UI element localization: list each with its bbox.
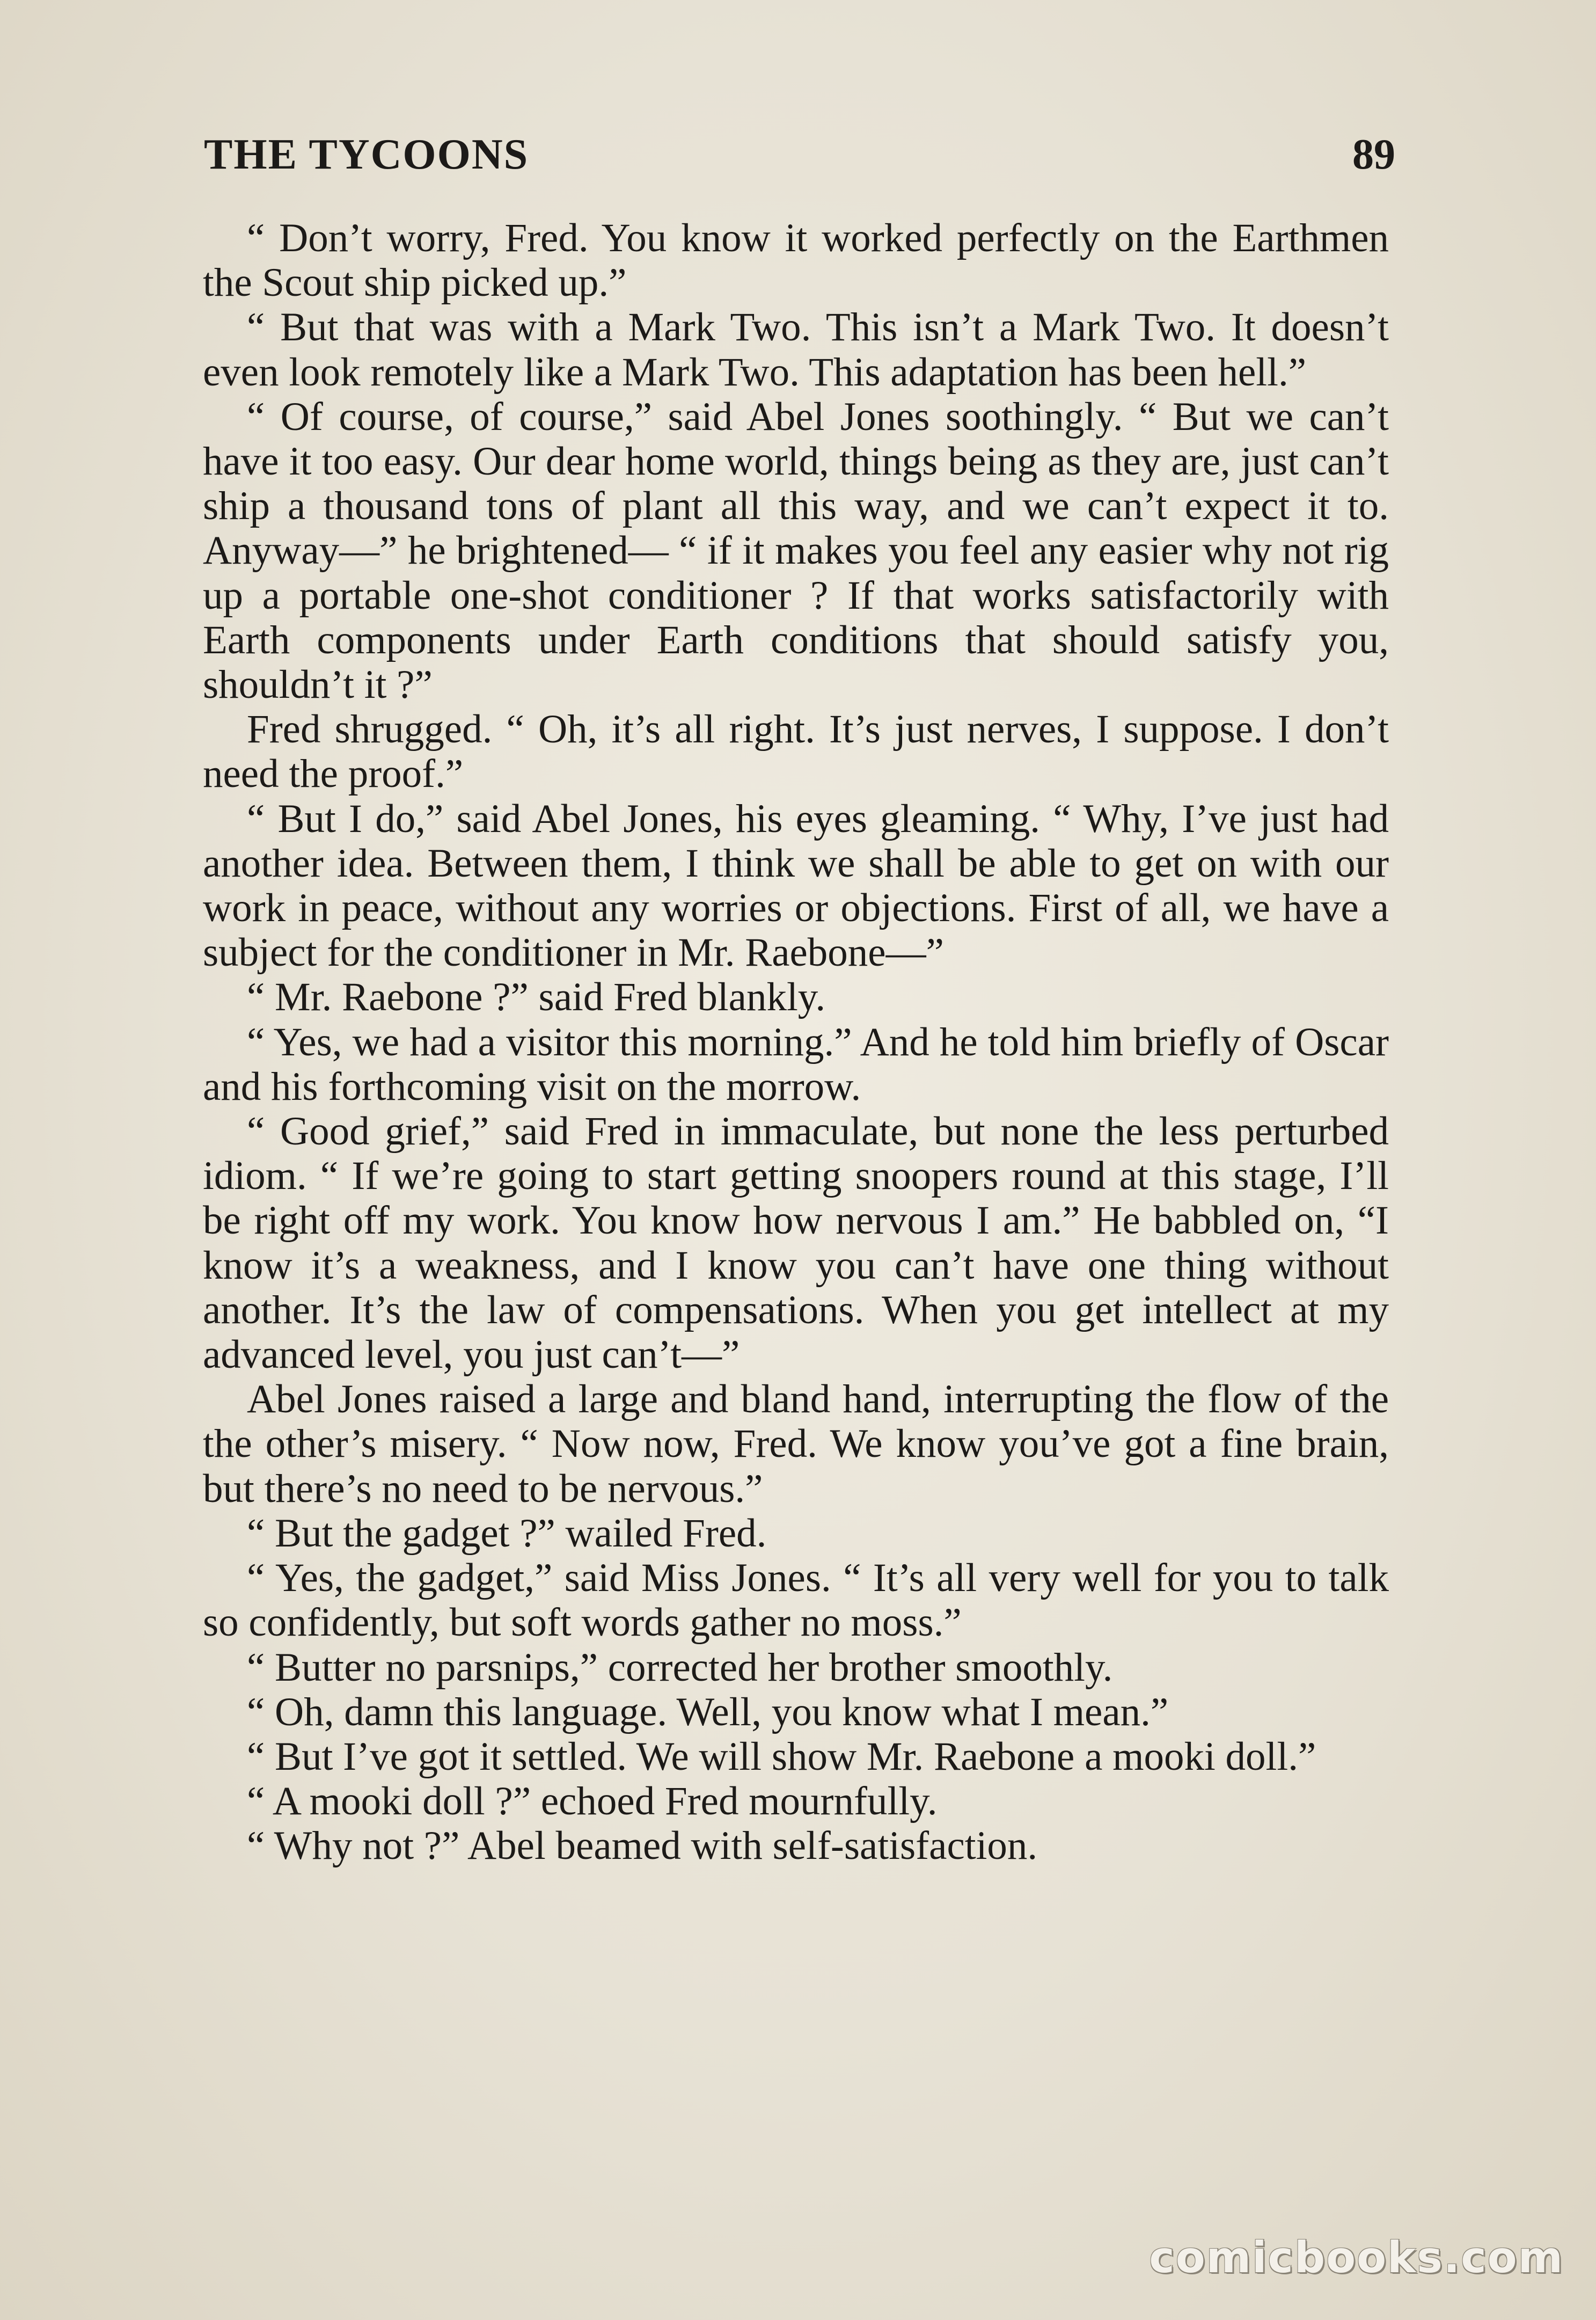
paragraph: “ A mooki doll ?” echoed Fred mournfully.: [247, 1779, 938, 1824]
paragraph: “ Why not ?” Abel beamed with self-satisfaction.: [247, 1823, 1038, 1869]
paragraph: “ But I’ve got it settled. We will show Mr. Raebone a mooki doll.”: [247, 1734, 1316, 1779]
running-head: [204, 128, 1395, 187]
paragraph: “ Butter no parsnips,” corrected her brother smoothly.: [247, 1645, 1113, 1690]
paragraph: “ But the gadget ?” wailed Fred.: [247, 1511, 767, 1556]
body-text: [203, 216, 1389, 2127]
paragraph: “ Yes, we had a visitor this morning.” And he told him briefly of Oscar and his forthcoming visit on the morrow.: [203, 1019, 1389, 1109]
paragraph: “ Good grief,” said Fred in immaculate, but none the less perturbed idiom. “ If we’re going to start getting snoopers round at this stage, I’ll be right off my work. You know how nervous I am.” He babbled on, “I know it’s a weakness, and I know you can’t have one thing without another. It’s the law of compensations. When you get intellect at my advanced level, you just can’t—”: [203, 1109, 1389, 1377]
watermark: comicbooks.com: [1149, 2233, 1564, 2282]
paragraph: “ Don’t worry, Fred. You know it worked perfectly on the Earthmen the Scout ship picked up.”: [203, 216, 1389, 305]
paragraph: “ But that was with a Mark Two. This isn’t a Mark Two. It doesn’t even look remotely like a Mark Two. This adaptation has been hell.”: [203, 305, 1389, 395]
paragraph: “ But I do,” said Abel Jones, his eyes gleaming. “ Why, I’ve just had another idea. Between them, I think we shall be able to get on with our work in peace, without any worries or objections. First of all, we have a subject for the conditioner in Mr. Raebone—”: [203, 796, 1389, 975]
paragraph: “ Oh, damn this language. Well, you know what I mean.”: [247, 1689, 1169, 1734]
paragraph: Fred shrugged. “ Oh, it’s all right. It’s just nerves, I suppose. I don’t need the proof.”: [203, 707, 1389, 797]
paragraph: “ Yes, the gadget,” said Miss Jones. “ It’s all very well for you to talk so confidently, but soft words gather no moss.”: [203, 1556, 1389, 1645]
page-number: 89: [1352, 131, 1395, 178]
running-title: THE TYCOONS: [204, 131, 529, 178]
paragraph: Abel Jones raised a large and bland hand, interrupting the flow of the the other’s misery. “ Now now, Fred. We know you’ve got a fine brain, but there’s no need to be nervous.”: [203, 1377, 1389, 1511]
paragraph: “ Mr. Raebone ?” said Fred blankly.: [247, 975, 826, 1020]
paragraph: “ Of course, of course,” said Abel Jones soothingly. “ But we can’t have it too easy. Our dear home world, things being as they are, just can’t ship a thousand tons of plant all this way, and we can’t expect it to. Anyway—” he brightened— “ if it makes you feel any easier why not rig up a portable one-shot conditioner ? If that works satisfactorily with Earth components under Earth conditions that should satisfy you, shouldn’t it ?”: [203, 394, 1389, 707]
